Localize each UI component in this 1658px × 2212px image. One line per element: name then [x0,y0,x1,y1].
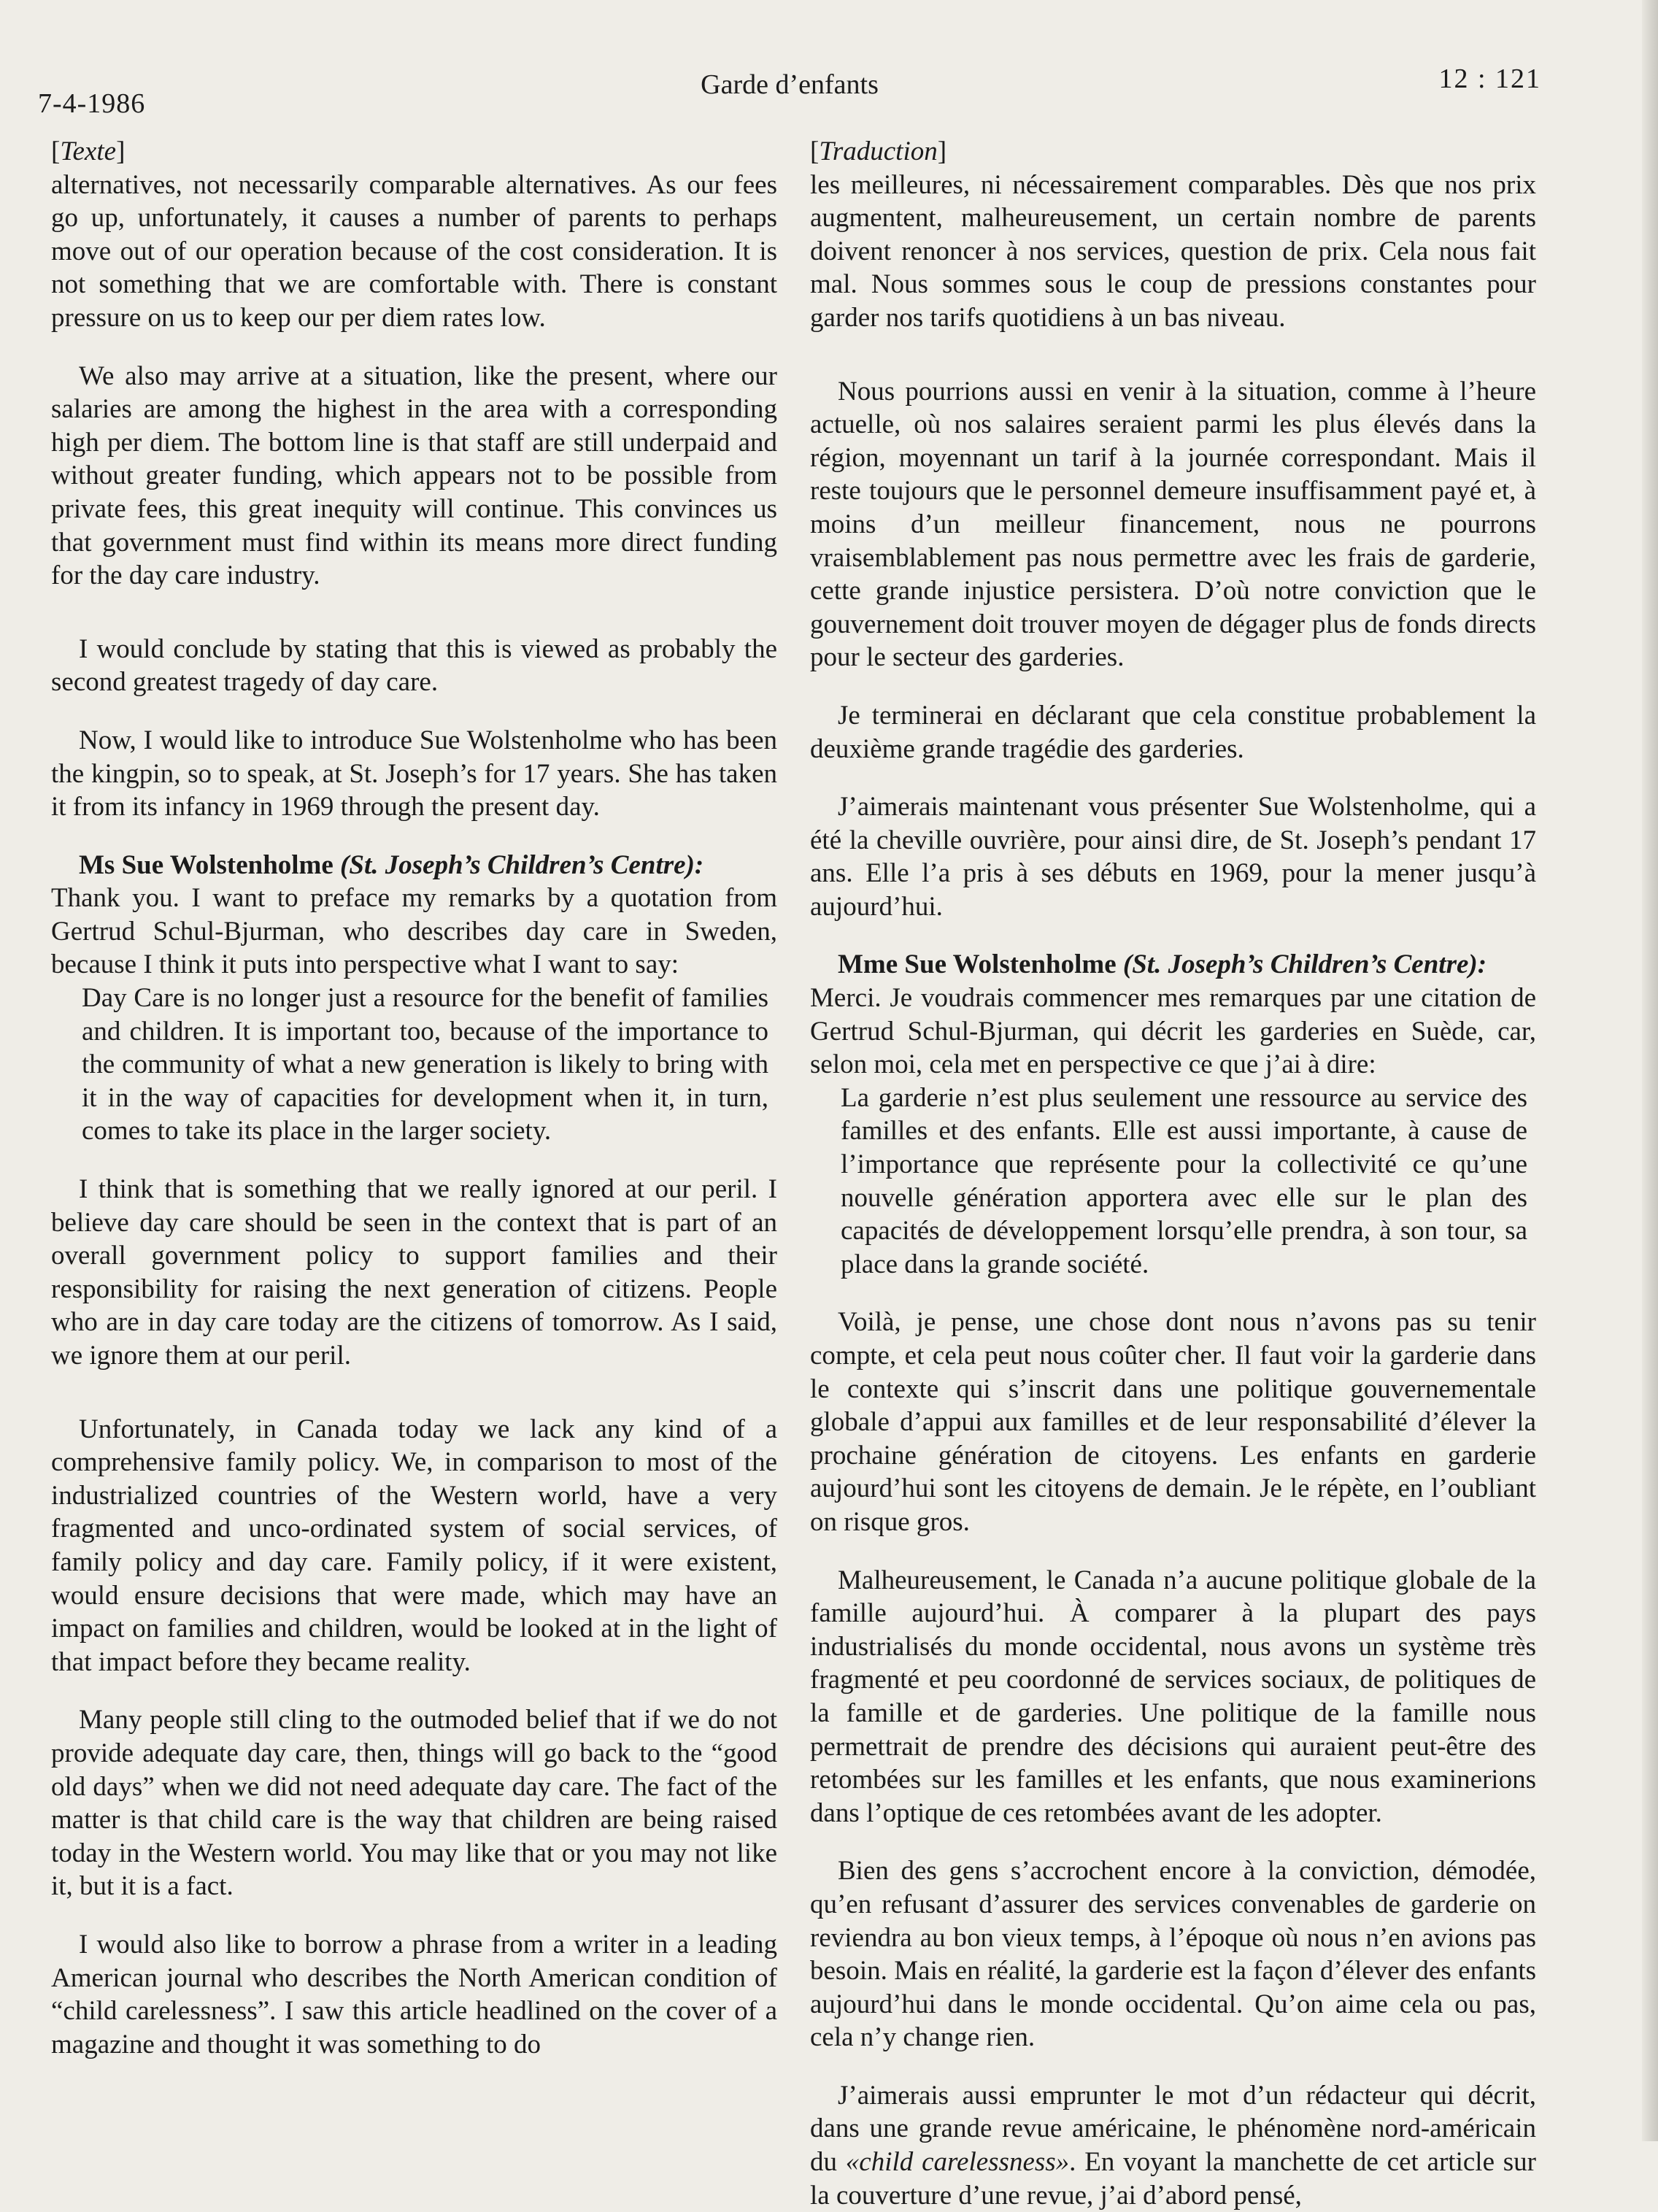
speaker-name: Ms Sue Wolstenholme [79,849,333,880]
paragraph: Je terminerai en déclarant que cela constitue probablement la deuxième grande tragédie des garderies. [810,700,1536,764]
speaker-name: Mme Sue Wolstenholme [838,949,1117,980]
speaker-organization: (St. Joseph’s Children’s Centre): [340,849,704,880]
paragraph: Unfortunately, in Canada today we lack any kind of a comprehensive family policy. We, in comparison to most of the industrialized countries of the Western world, have a very fragmented and unco-ordinated system of social services, of family policy and day care. Family policy, if it were existent, would ensure decisions that were made, which may have an impact on families and children, would be looked at in the light of that impact before they became reality. [51,1414,777,1677]
paragraph: Thank you. I want to preface my remarks by a quotation from Gertrud Schul-Bjurman, who describes day care in Sweden, because I think it puts into perspective what I want to say: [51,883,777,980]
speaker-heading [51,849,777,882]
paragraph: I think that is something that we really ignored at our peril. I believe day care should be seen in the context that is part of an overall government policy to support families and their responsibility for raising the next generation of citizens. People who are in day care today are the citizens of tomorrow. As I said, we ignore them at our peril. [51,1174,777,1371]
page-number: 12 : 121 [1438,63,1541,94]
english-column [51,135,777,2061]
paragraph: Voilà, je pense, une chose dont nous n’avons pas su tenir compte, et cela peut nous coûter cher. Il faut voir la garderie dans le contexte qui s’inscrit dans une politique gouvernementale globale d’appui aux familles et de leur responsabilité d’élever la prochaine génération de citoyens. Les enfants en garderie aujourd’hui sont les citoyens de demain. Je le répète, en l’oubliant on risque gros. [810,1307,1536,1537]
page-edge [1642,0,1658,2141]
paragraph: Merci. Je voudrais commencer mes remarques par une citation de Gertrud Schul-Bjurman, qui décrit les garderies en Suède, car, selon moi, cela met en perspective ce que j’ai à dire: [810,983,1536,1080]
block-quote: Day Care is no longer just a resource for the benefit of families and children. It is important too, because of the importance to the community of what a new generation is likely to bring with it in the way of capacities for development when it, in turn, comes to take its place in the larger society. [82,983,768,1147]
paragraph: Bien des gens s’accrochent encore à la conviction, démodée, qu’en refusant d’assurer des services convenables de garderie on reviendra au bon vieux temps, à l’époque où nous n’en avions pas besoin. Mais en réalité, la garderie est la façon d’élever des enfants aujourd’hui dans le monde occidental. Qu’on aime cela ou pas, cela n’y change rien. [810,1856,1536,2053]
paragraph: I would conclude by stating that this is viewed as probably the second greatest tragedy of day care. [51,633,777,698]
sitting-date: 7-4-1986 [38,88,146,119]
paragraph: les meilleures, ni nécessairement comparables. Dès que nos prix augmentent, malheureusement, un certain nombre de parents doivent renoncer à nos services, question de prix. Cela nous fait mal. Nous sommes sous le coup de pressions constantes pour garder nos tarifs quotidiens à un bas niveau. [810,169,1536,333]
paragraph: I would also like to borrow a phrase from a writer in a leading American journal who describes the North American condition of “child carelessness”. I saw this article headlined on the cover of a magazine and thought it was something to do [51,1929,777,2059]
paragraph: We also may arrive at a situation, like the present, where our salaries are among the highest in the area with a corresponding high per diem. The bottom line is that staff are still underpaid and without greater funding, which appears not to be possible from private fees, this great inequity will continue. This convinces us that government must find within its means more direct funding for the day care industry. [51,361,777,591]
paragraph: Many people still cling to the outmoded belief that if we do not provide adequate day care, then, things will go back to the “good old days” when we did not need adequate day care. The fact of the matter is that child care is the way that children are being raised today in the Western world. You may like that or you may not like it, but it is a fact. [51,1705,777,1902]
committee-title: Garde d’enfants [701,69,879,100]
paragraph: Malheureusement, le Canada n’a aucune politique globale de la famille aujourd’hui. À comparer à la plupart des pays industrialisés du monde occidental, nous avons un système très fragmenté et peu coordonné de services sociaux, de politiques de la famille et de garderies. Une politique de la famille nous permettrait de prendre des décisions qui auraient peut-être des retombées sur les familles et les enfants, que nous examinerions dans l’optique de ces retombées avant de les adopter. [810,1565,1536,1828]
paragraph: Nous pourrions aussi en venir à la situation, comme à l’heure actuelle, où nos salaires seraient parmi les plus élevés dans la région, moyennant un tarif à la journée correspondant. Mais il reste toujours que le personnel demeure insuffisamment payé et, à moins d’un meilleur financement, nous ne pourrons vraisemblablement pas nous permettre avec les frais de garderie, cette grande injustice persistera. D’où notre conviction que le gouvernement doit trouver moyen de dégager plus de fonds directs pour le secteur des garderies. [810,376,1536,673]
paragraph: J’aimerais maintenant vous présenter Sue Wolstenholme, qui a été la cheville ouvrière, pour ainsi dire, de St. Joseph’s pendant 17 ans. Elle l’a pris à ses débuts en 1969, pour la mener jusqu’à aujourd’hui. [810,792,1536,922]
language-label: [Texte] [51,136,126,166]
paragraph: J’aimerais aussi emprunter le mot d’un rédacteur qui décrit, dans une grande revue américaine, le phénomène nord-américain du «child carelessness». En voyant la manchette de cet article sur la couverture d’une revue, j’ai d’abord pensé, [810,2080,1537,2211]
speaker-organization: (St. Joseph’s Children’s Centre): [1122,949,1487,980]
paragraph: Now, I would like to introduce Sue Wolstenholme who has been the kingpin, so to speak, at St. Joseph’s for 17 years. She has taken it from its infancy in 1969 through the present day. [51,725,777,822]
block-quote: La garderie n’est plus seulement une ressource au service des familles et des enfants. Elle est aussi importante, à cause de l’importance que représente pour la collectivité ce qu’une nouvelle génération apportera avec elle sur le plan des capacités de développement lorsqu’elle prendra, à son tour, sa place dans la grande société. [841,1082,1527,1279]
french-column [810,135,1536,2212]
language-label: [Traduction] [810,136,947,166]
italic-term: «child carelessness» [845,2147,1070,2178]
paragraph: alternatives, not necessarily comparable alternatives. As our fees go up, unfortunately, it causes a number of parents to perhaps move out of our operation because of the cost consideration. It is not something that we are comfortable with. There is constant pressure on us to keep our per diem rates low. [51,169,777,333]
speaker-heading [810,948,1536,982]
page-header [38,63,1541,119]
